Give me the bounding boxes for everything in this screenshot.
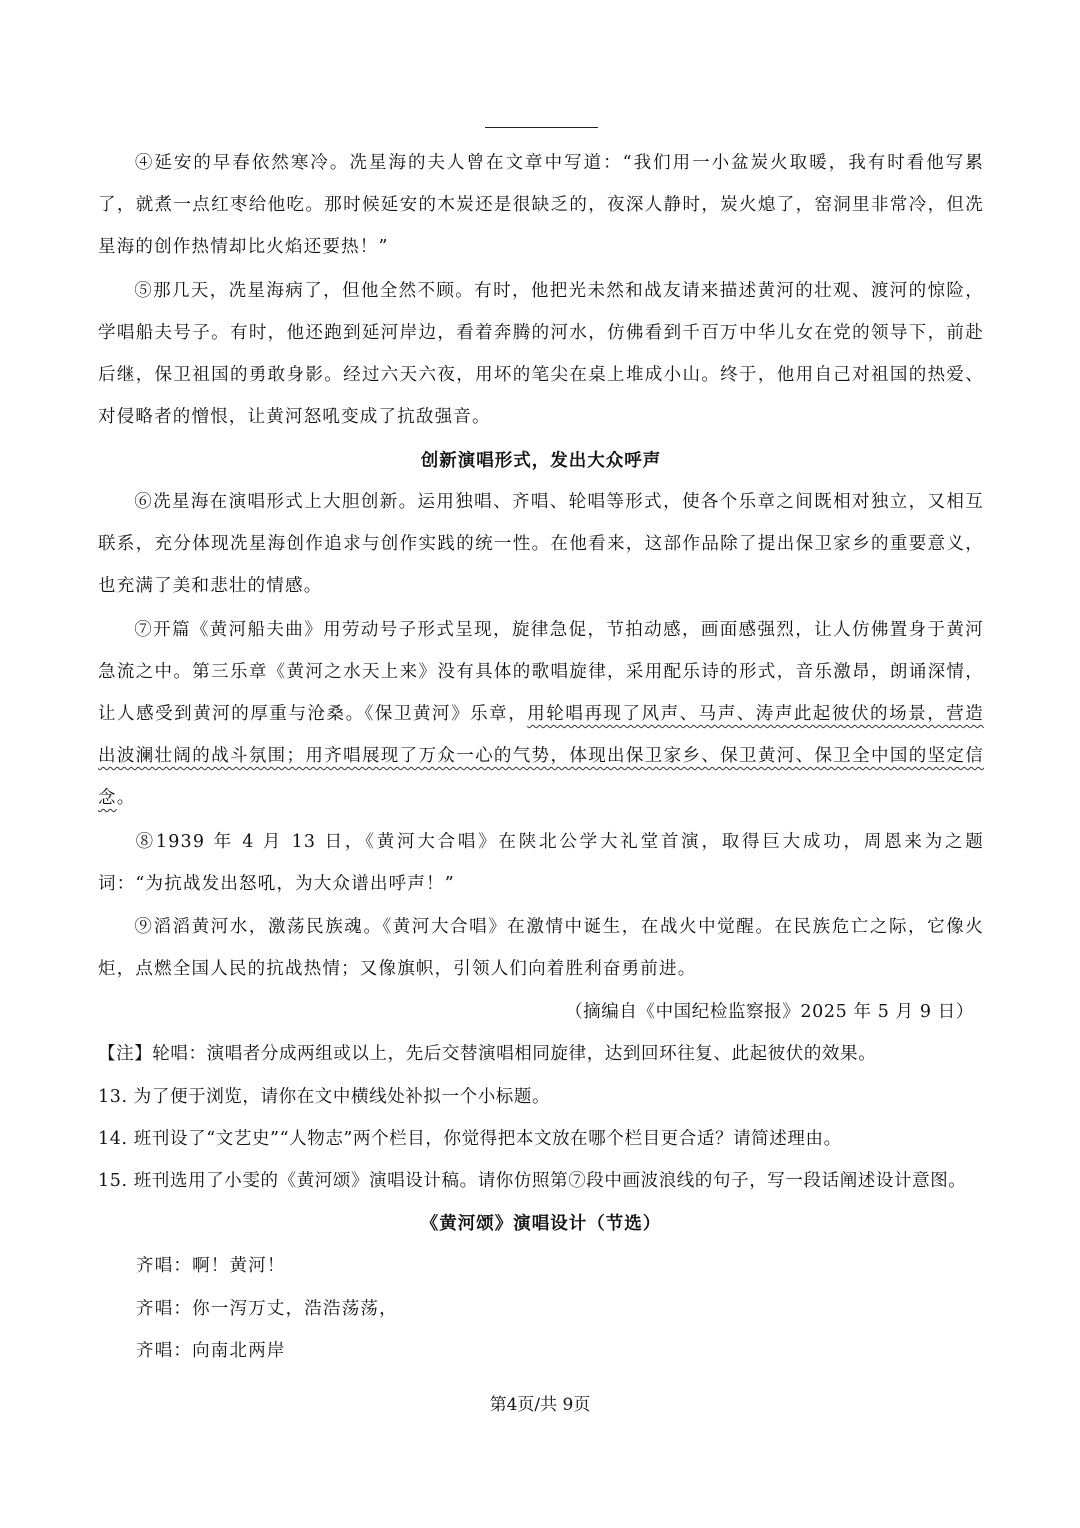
paragraph-6-text: ⑥冼星海在演唱形式上大胆创新。运用独唱、齐唱、轮唱等形式，使各个乐章之间既相对独立，又相互联系，充分体现冼星海创作追求与创作实践的统一性。在他看来，这部作品除了提出保卫家乡的重要意义，也充满了美和悲壮的情感。 [98, 492, 984, 596]
design-line-1: 齐唱：啊！黄河！ [136, 1256, 286, 1276]
paragraph-9-text: ⑨滔滔黄河水，激荡民族魂。《黄河大合唱》在激情中诞生，在战火中觉醒。在民族危亡之际，它像火炬，点燃全国人民的抗战热情；又像旗帜，引领人们向着胜利奋勇前进。 [98, 917, 984, 979]
section-subtitle: 创新演唱形式，发出大众呼声 [420, 451, 662, 471]
note: 【注】轮唱：演唱者分成两组或以上，先后交替演唱相同旋律，达到回环往复、此起彼伏的效果。 [98, 1044, 877, 1064]
paragraph-7 [98, 609, 984, 819]
paragraph-5 [98, 270, 984, 438]
wavy-underlined-sentence: 用轮唱再现了风声、马声、涛声此起彼伏的场景，营造出波澜壮阔的战斗氛围；用齐唱展现了万众一心的气势，体现出保卫家乡、保卫黄河、保卫全中国的坚定信念 [98, 704, 984, 808]
design-title: 《黄河颂》演唱设计（节选） [420, 1214, 662, 1234]
paragraph-8-text: ⑧1939 年 4 月 13 日，《黄河大合唱》在陕北公学大礼堂首演，取得巨大成功，周恩来为之题词：“为抗战发出怒吼，为大众谱出呼声！” [98, 832, 984, 894]
question-15: 15. 班刊选用了小雯的《黄河颂》演唱设计稿。请你仿照第⑦段中画波浪线的句子，写一段话阐述设计意图。 [98, 1171, 967, 1191]
paragraph-9 [98, 906, 984, 990]
design-line-2: 齐唱：你一泻万丈，浩浩荡荡， [136, 1299, 398, 1319]
paragraph-6 [98, 481, 984, 607]
design-line-3: 齐唱：向南北两岸 [136, 1341, 286, 1361]
paragraph-7-end: 。 [116, 788, 136, 808]
subtitle-blank-line [485, 127, 598, 128]
paragraph-5-text: ⑤那几天，冼星海病了，但他全然不顾。有时，他把光未然和战友请来描述黄河的壮观、渡河的惊险，学唱船夫号子。有时，他还跑到延河岸边，看着奔腾的河水，仿佛看到千百万中华儿女在党的领导下，前赴后继，保卫祖国的勇敢身影。经过六天六夜，用坏的笔尖在桌上堆成小山。终于，他用自己对祖国的热爱、对侵略者的憎恨，让黄河怒吼变成了抗敌强音。 [98, 281, 984, 427]
source-citation: （摘编自《中国纪检监察报》2025 年 5 月 9 日） [565, 1002, 974, 1022]
paragraph-4 [98, 142, 984, 268]
paragraph-4-text: ④延安的早春依然寒冷。冼星海的夫人曾在文章中写道：“我们用一小盆炭火取暖，我有时看他写累了，就煮一点红枣给他吃。那时候延安的木炭还是很缺乏的，夜深人静时，炭火熄了，窑洞里非常冷，但冼星海的创作热情却比火焰还要热！” [98, 153, 984, 257]
question-14: 14. 班刊设了“文艺史”“人物志”两个栏目，你觉得把本文放在哪个栏目更合适？请简述理由。 [98, 1129, 842, 1149]
paragraph-7-text: ⑦开篇《黄河船夫曲》用劳动号子形式呈现，旋律急促，节拍动感，画面感强烈，让人仿佛置身于黄河急流之中。第三乐章《黄河之水天上来》没有具体的歌唱旋律，采用配乐诗的形式，音乐激昂，朗诵深情，让人感受到黄河的厚重与沧桑。《保卫黄河》乐章， [98, 620, 984, 724]
page-footer: 第4页/共 9页 [489, 1395, 591, 1415]
paragraph-8 [98, 821, 984, 905]
question-13: 13. 为了便于浏览，请你在文中横线处补拟一个小标题。 [98, 1087, 551, 1107]
